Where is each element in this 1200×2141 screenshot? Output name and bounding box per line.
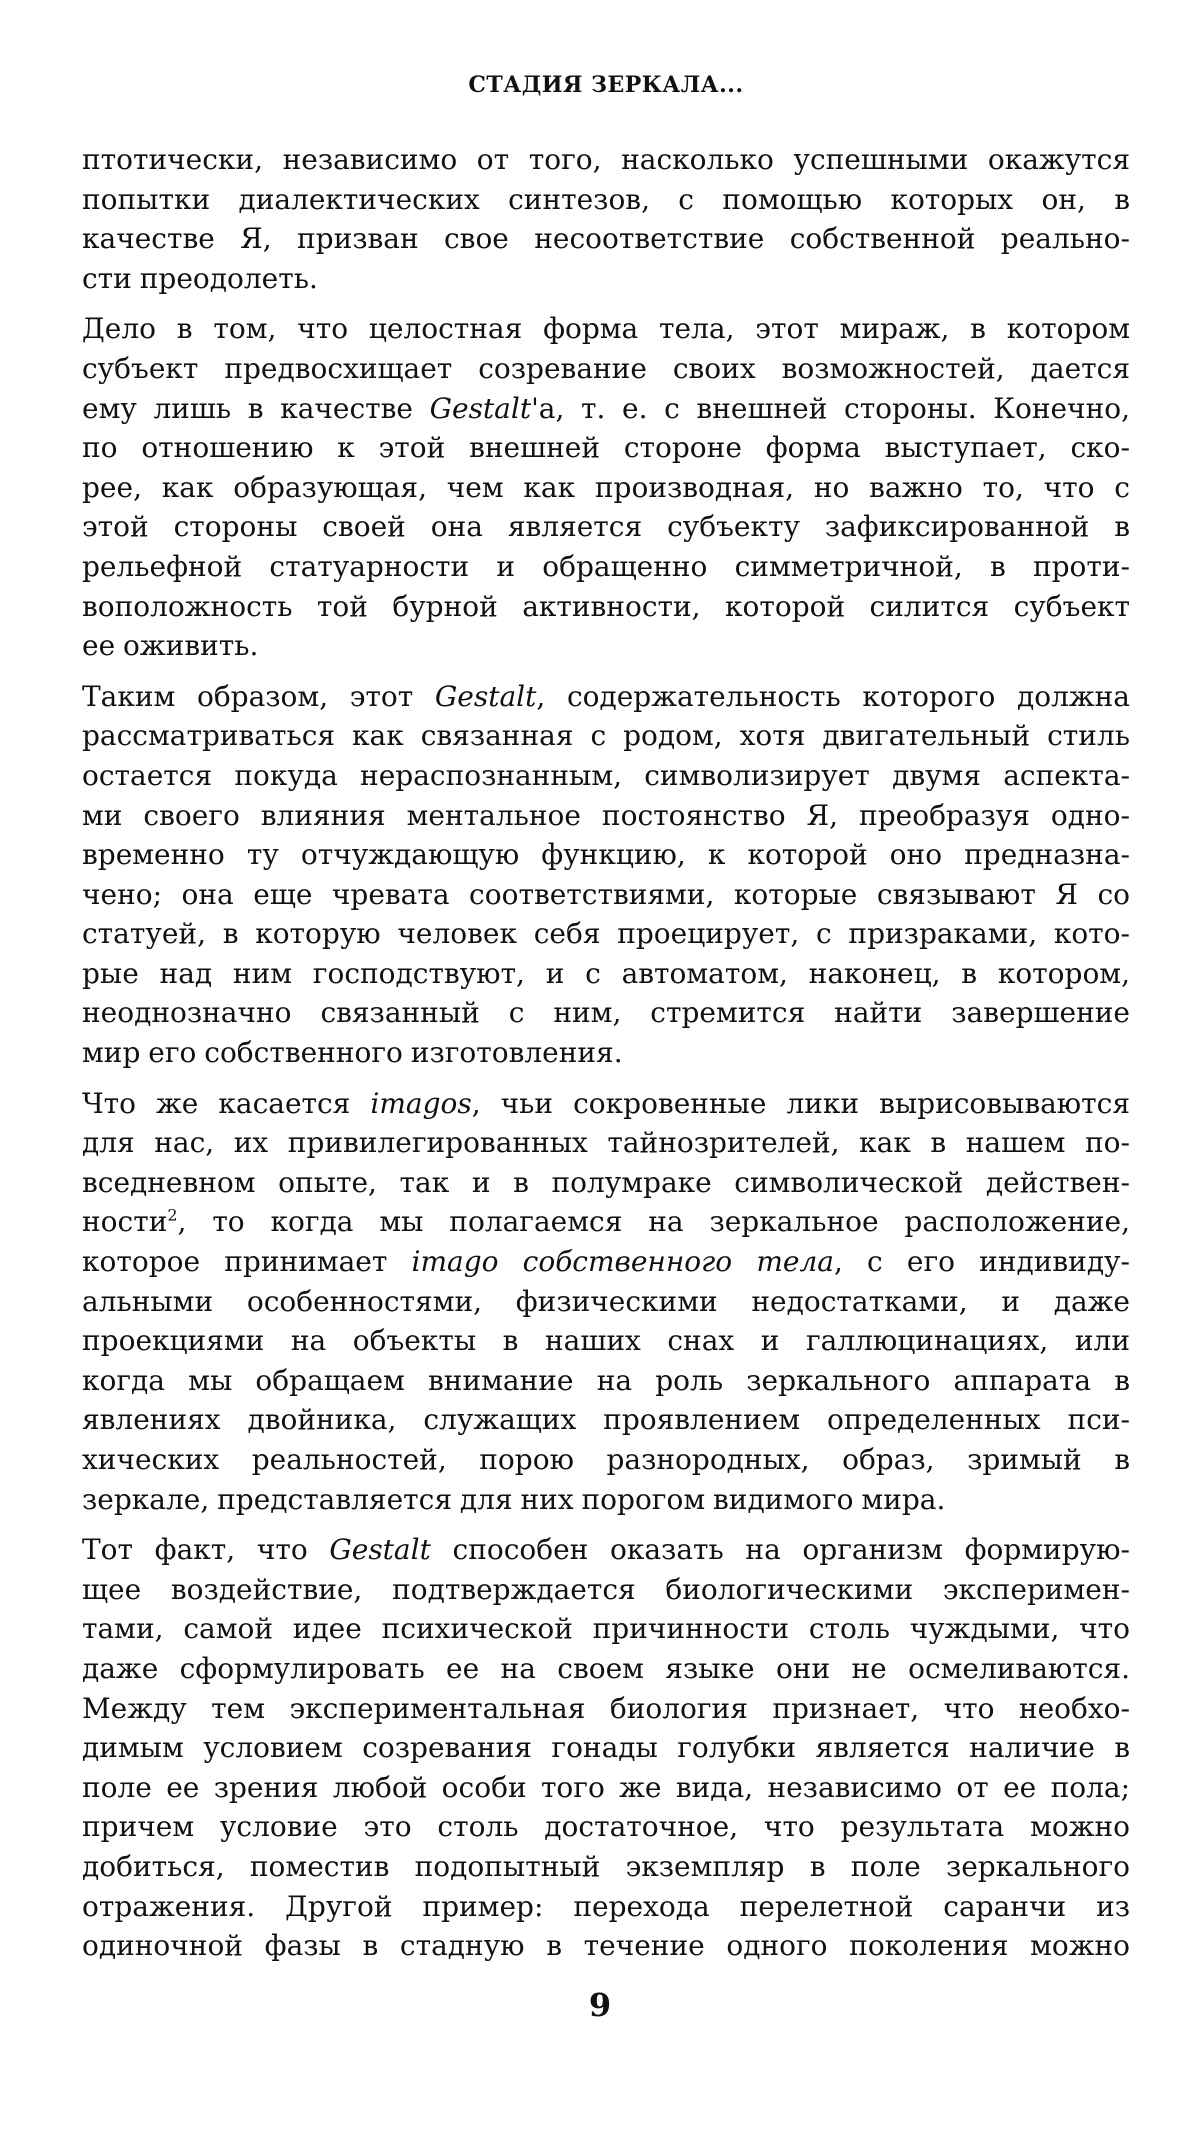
text-line: ности$^2$, то когда мы полагаемся на зеркальное расположение, [82,1205,1130,1239]
text-line: Что же касается imagos, чьи сокровенные лики вырисовываются [82,1086,1130,1120]
text-line: по отношению к этой внешней стороне форма выступает, ско- [82,431,1130,465]
text-line: качестве Я, призван свое несоответствие собственной реально- [82,222,1130,256]
text-line: чено; она еще чревата соответствиями, которые связывают Я со [82,877,1130,911]
text-line: рые над ним господствуют, и с автоматом, наконец, в котором, [82,956,1130,990]
paragraph-2 [82,309,1130,665]
text-line: Таким образом, этот Gestalt, содержательность которого должна [82,679,1130,713]
text-line: для нас, их привилегированных тайнозрителей, как в нашем по- [82,1126,1130,1160]
paragraph-1 [82,140,1130,298]
text-line: этой стороны своей она является субъекту зафиксированной в [82,510,1130,544]
text-line: когда мы обращаем внимание на роль зеркального аппарата в [82,1363,1130,1397]
text-line: альными особенностями, физическими недостатками, и даже [82,1284,1130,1318]
text-line: отражения. Другой пример: перехода перелетной саранчи из [82,1889,1130,1923]
text-line: димым условием созревания гонады голубки является наличие в [82,1731,1130,1765]
text-line: ее оживить. [82,629,259,663]
text-line: сти преодолеть. [82,261,318,295]
text-line: временно ту отчуждающую функцию, к которой оно предназна- [82,838,1130,872]
text-line: одиночной фазы в стадную в течение одного поколения можно [82,1929,1130,1963]
text-line: Тот факт, что Gestalt способен оказать на организм формирую- [82,1533,1130,1567]
text-line: причем условие это столь достаточное, что результата можно [82,1810,1130,1844]
paragraph-3 [82,677,1130,1073]
text-line: ми своего влияния ментальное постоянство Я, преобразуя одно- [82,798,1130,832]
text-line: проекциями на объекты в наших снах и галлюцинациях, или [82,1324,1130,1358]
text-line: рассматриваться как связанная с родом, хотя двигательный стиль [82,719,1130,753]
text-line: явлениях двойника, служащих проявлением определенных пси- [82,1403,1130,1437]
running-header: СТАДИЯ ЗЕРКАЛА... [468,72,744,98]
text-line: мир его собственного изготовления. [82,1036,623,1070]
text-line: щее воздействие, подтверждается биологическими эксперимен- [82,1572,1130,1606]
text-line: субъект предвосхищает созревание своих возможностей, дается [82,351,1130,385]
text-line: воположность той бурной активности, которой силится субъект [82,589,1130,623]
paragraph-4 [82,1084,1130,1520]
text-line: попытки диалектических синтезов, с помощью которых он, в [82,182,1130,216]
text-line: рее, как образующая, чем как производная, но важно то, что с [82,470,1130,504]
text-line: которое принимает imago собственного тела, с его индивиду- [82,1245,1130,1279]
body-text [82,140,1130,1966]
text-line: Между тем экспериментальная биология признает, что необхо- [82,1691,1130,1725]
paragraph-5 [82,1530,1130,1966]
text-line: зеркале, представляется для них порогом видимого мира. [82,1482,946,1516]
text-line: птотически, независимо от того, насколько успешными окажутся [82,143,1130,176]
text-line: остается покуда нераспознанным, символизирует двумя аспекта- [82,758,1130,792]
text-line: хических реальностей, порою разнородных, образ, зримый в [82,1443,1130,1476]
text-line: рельефной статуарности и обращенно симметричной, в проти- [82,549,1130,583]
text-line: статуей, в которую человек себя проецирует, с призраками, кото- [82,917,1130,951]
text-line: добиться, поместив подопытный экземпляр в поле зеркального [82,1849,1130,1883]
text-line: тами, самой идее психической причинности столь чуждыми, что [82,1612,1130,1646]
text-line: поле ее зрения любой особи того же вида, независимо от ее пола; [82,1770,1130,1804]
text-line: Дело в том, что целостная форма тела, этот мираж, в котором [82,312,1130,346]
text-line: неоднозначно связанный с ним, стремится найти завершение [82,996,1130,1030]
text-line: ему лишь в качестве Gestalt'а, т. е. с внешней стороны. Конечно, [82,391,1130,425]
text-line: даже сформулировать ее на своем языке они не осмеливаются. [82,1651,1130,1685]
text-line: вседневном опыте, так и в полумраке символической действен- [82,1165,1130,1199]
page-number: 9 [588,1986,612,2024]
